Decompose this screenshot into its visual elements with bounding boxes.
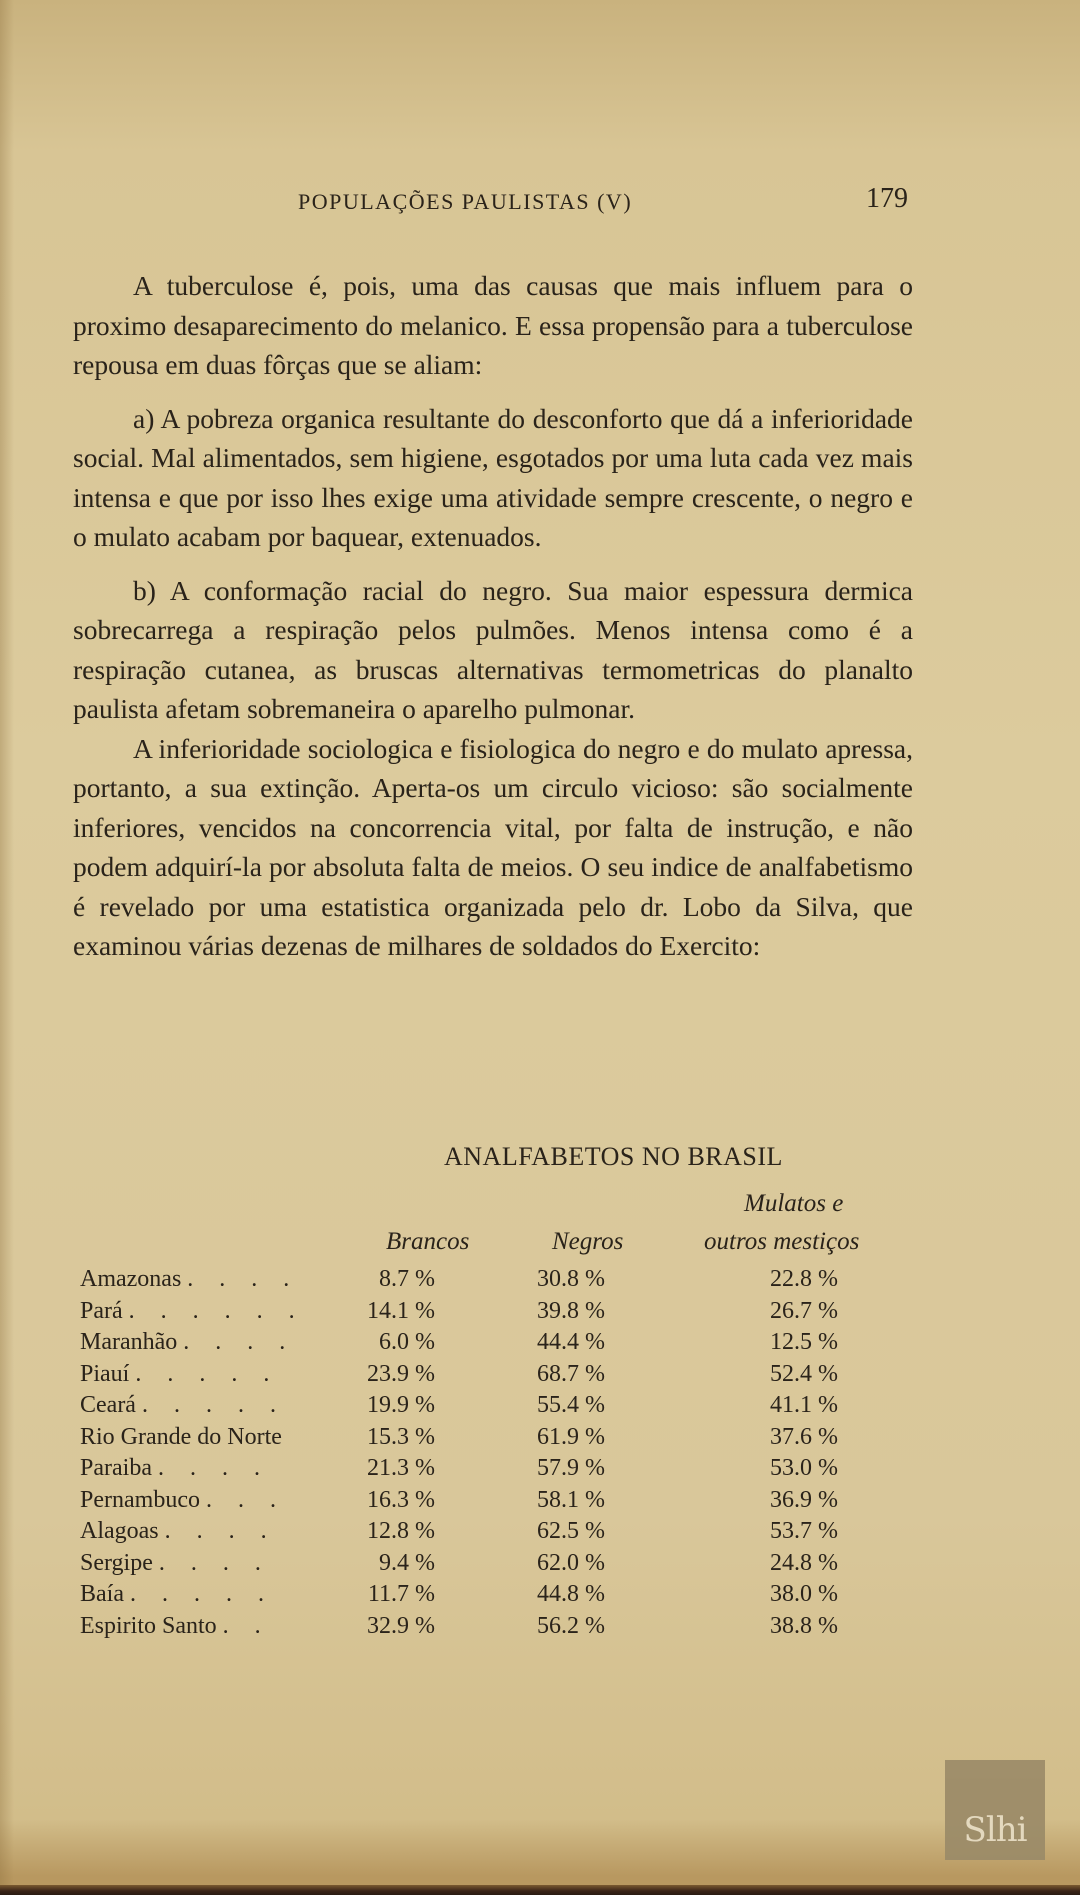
state-name: Pernambuco	[80, 1486, 200, 1513]
value-brancos: 32.9 %	[367, 1612, 435, 1639]
table-row	[80, 1361, 940, 1393]
value-mulatos: 52.4 %	[770, 1360, 838, 1387]
value-brancos: 12.8 %	[367, 1518, 435, 1544]
value-negros: 62.5 %	[537, 1518, 605, 1544]
value-negros: 44.8 %	[537, 1581, 605, 1607]
value-brancos: 19.9 %	[367, 1392, 435, 1418]
state-name: Paraiba	[80, 1455, 152, 1481]
table-row	[80, 1550, 940, 1582]
value-mulatos: 36.9 %	[770, 1486, 838, 1513]
paragraph: A tuberculose é, pois, uma das causas que mais influem para o proximo desaparecimento do melanico. E essa propensão para a tuberculose repousa em duas fôrças que se aliam:	[73, 270, 913, 380]
table-row	[80, 1518, 940, 1550]
state-name: Maranhão	[80, 1329, 178, 1355]
state-name: Pará	[80, 1297, 123, 1324]
dot-leader: . . .	[205, 1486, 286, 1513]
state-name: Alagoas	[80, 1518, 159, 1544]
value-brancos: 6.0 %	[379, 1329, 435, 1355]
table-row	[80, 1424, 940, 1456]
state-name: Baía	[80, 1581, 124, 1607]
page-number: 179	[866, 183, 908, 214]
column-header-mulatos-line1: Mulatos e	[744, 1190, 844, 1217]
value-mulatos: 53.7 %	[770, 1518, 838, 1544]
value-brancos: 16.3 %	[367, 1486, 435, 1513]
page-edge-shadow	[0, 0, 14, 1895]
running-title: POPULAÇÕES PAULISTAS (V)	[298, 189, 633, 214]
value-mulatos: 38.8 %	[770, 1612, 838, 1639]
value-negros: 30.8 %	[537, 1266, 605, 1292]
value-negros: 62.0 %	[537, 1549, 605, 1576]
table-row	[80, 1329, 940, 1361]
value-mulatos: 12.5 %	[770, 1329, 838, 1355]
table-row	[80, 1392, 940, 1424]
state-name: Rio Grande do Norte	[80, 1423, 282, 1450]
state-name: Espirito Santo	[80, 1612, 217, 1639]
value-mulatos: 26.7 %	[770, 1297, 838, 1324]
value-mulatos: 24.8 %	[770, 1549, 838, 1576]
dot-leader: . . . .	[158, 1549, 271, 1576]
column-header-brancos: Brancos	[386, 1228, 470, 1255]
value-mulatos: 38.0 %	[770, 1581, 838, 1607]
value-brancos: 9.4 %	[379, 1549, 435, 1576]
dot-leader: . . . . . .	[128, 1297, 305, 1324]
page-bottom-edge	[0, 1885, 1080, 1895]
value-negros: 58.1 %	[537, 1486, 605, 1513]
table-row	[80, 1266, 940, 1298]
value-brancos: 23.9 %	[367, 1360, 435, 1387]
dot-leader: . . . . .	[135, 1360, 280, 1387]
logo-text: Slhi	[963, 1810, 1027, 1850]
dot-leader: . . . .	[157, 1455, 270, 1481]
value-brancos: 8.7 %	[379, 1266, 435, 1292]
state-name: Piauí	[80, 1360, 130, 1387]
paragraph-item-a: a) A pobreza organica resultante do desconforto que dá a inferioridade social. Mal alimentados, sem higiene, esgotados por uma luta cada vez mais intensa e que por isso lhes exige uma atividade sempre crescente, o negro e o mulato acabam por baquear, extenuados.	[73, 402, 913, 552]
table-row	[80, 1487, 940, 1519]
value-mulatos: 22.8 %	[770, 1266, 838, 1292]
value-negros: 55.4 %	[537, 1392, 605, 1418]
library-watermark-logo	[945, 1760, 1045, 1860]
state-name: Ceará	[80, 1392, 136, 1418]
table-row	[80, 1455, 940, 1487]
dot-leader: . . . .	[164, 1518, 277, 1544]
state-name: Sergipe	[80, 1549, 153, 1576]
paragraph-item-b: b) A conformação racial do negro. Sua maior espessura dermica sobrecarrega a respiração pelos pulmões. Menos intensa como é a respiração cutanea, as bruscas alternativas termometricas do planalto paulista afetam sobremaneira o aparelho pulmonar.	[73, 574, 913, 724]
value-mulatos: 53.0 %	[770, 1455, 838, 1481]
state-name: Amazonas	[80, 1266, 182, 1292]
table-row	[80, 1298, 940, 1330]
dot-leader: . . . .	[183, 1329, 296, 1355]
value-brancos: 11.7 %	[367, 1581, 435, 1607]
table-body	[80, 1266, 940, 1644]
value-brancos: 21.3 %	[367, 1455, 435, 1481]
value-negros: 68.7 %	[537, 1360, 605, 1387]
dot-leader: . . . .	[187, 1266, 300, 1292]
table-row	[80, 1581, 940, 1613]
value-brancos: 15.3 %	[367, 1423, 435, 1450]
dot-leader: . .	[222, 1612, 271, 1639]
value-negros: 44.4 %	[537, 1329, 605, 1355]
running-header	[0, 183, 1080, 223]
value-negros: 57.9 %	[537, 1455, 605, 1481]
value-negros: 61.9 %	[537, 1423, 605, 1450]
column-header-mulatos-line2: outros mestiços	[704, 1228, 860, 1255]
dot-leader: . . . . .	[141, 1392, 286, 1418]
body-text	[73, 266, 913, 966]
value-negros: 39.8 %	[537, 1297, 605, 1324]
table-title: ANALFABETOS NO BRASIL	[444, 1142, 783, 1171]
paragraph: A inferioridade sociologica e fisiologica do negro e do mulato apressa, portanto, a sua extinção. Aperta-os um circulo vicioso: são socialmente inferiores, vencidos na concorrencia vital, por falta de instrução, e não podem adquirí-la por absoluta falta de meios. O seu indice de analfabetismo é revelado por uma estatistica organizada pelo dr. Lobo da Silva, que examinou várias dezenas de milhares de soldados do Exercito:	[73, 732, 913, 961]
column-header-negros: Negros	[552, 1228, 624, 1255]
dot-leader: . . . . .	[129, 1581, 274, 1607]
value-mulatos: 37.6 %	[770, 1423, 838, 1450]
table-row	[80, 1613, 940, 1645]
value-mulatos: 41.1 %	[770, 1392, 838, 1418]
value-brancos: 14.1 %	[367, 1297, 435, 1324]
value-negros: 56.2 %	[537, 1612, 605, 1639]
